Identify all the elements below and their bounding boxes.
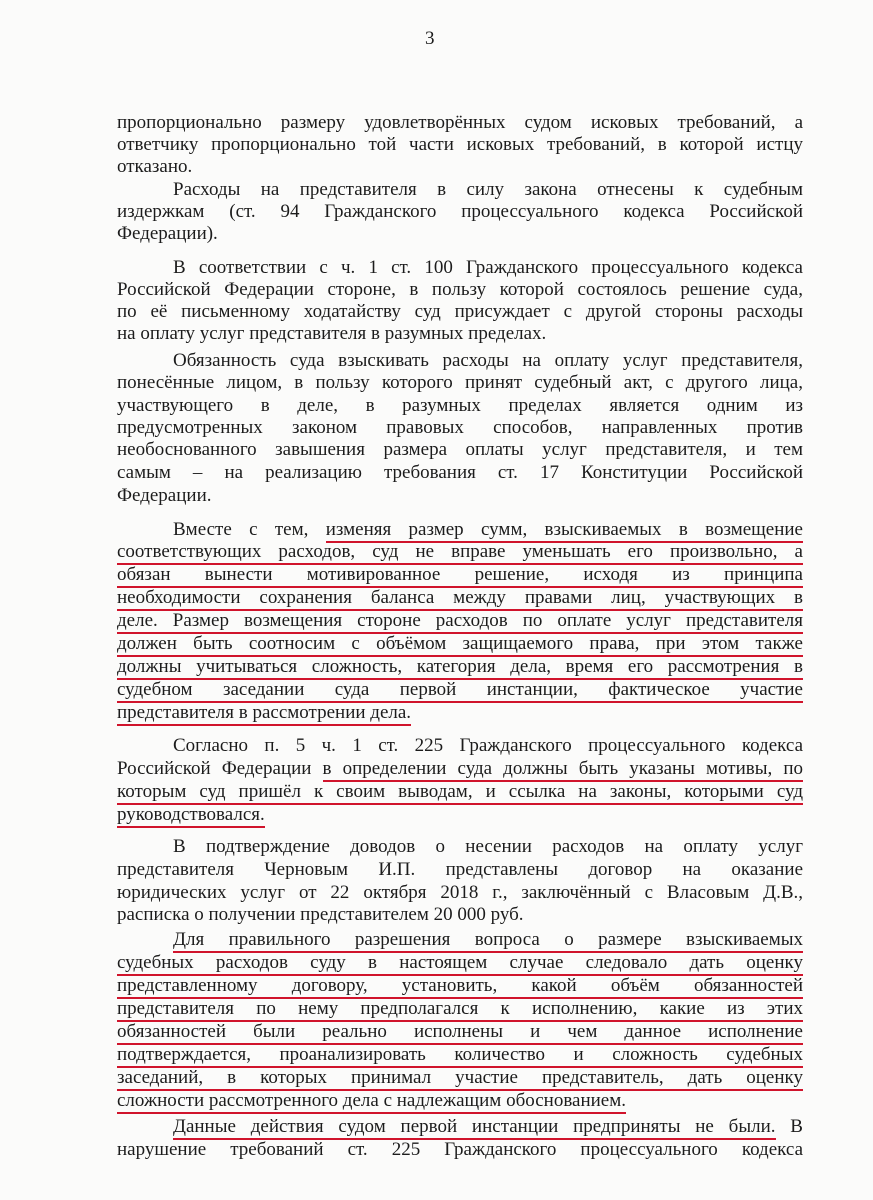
text: расписка о получении представителем 20 000 руб. bbox=[117, 904, 524, 925]
text: понесённые лицом, в пользу которого принят судебный акт, с другого лица, bbox=[117, 372, 803, 393]
text: ответчику пропорционально той части исковых требований, в которой истцу bbox=[117, 134, 803, 155]
text-line bbox=[117, 563, 803, 586]
text: нарушение требований ст. 225 Гражданского процессуального кодекса bbox=[117, 1139, 803, 1160]
text: Расходы на представителя в силу закона отнесены к судебным bbox=[173, 179, 803, 200]
text-line bbox=[173, 928, 803, 951]
text: пропорционально размеру удовлетворённых судом исковых требований, а bbox=[117, 112, 803, 133]
text: необоснованного завышения размера оплаты услуг представителя, и тем bbox=[117, 439, 803, 460]
underlined-text: деле. Размер возмещения стороне расходов по оплате услуг представителя bbox=[117, 610, 803, 634]
text-line bbox=[173, 1115, 803, 1138]
text-line bbox=[117, 1066, 803, 1089]
underlined-text: соответствующих расходов, суд не вправе уменьшать его произвольно, а bbox=[117, 541, 803, 565]
page-number: 3 bbox=[425, 28, 435, 49]
text-line bbox=[117, 803, 803, 826]
text-line bbox=[173, 835, 803, 858]
text-line bbox=[117, 484, 803, 507]
text-line bbox=[117, 997, 803, 1020]
text: представителя Черновым И.П. представлены договор на оказание bbox=[117, 859, 803, 880]
text-line bbox=[117, 200, 803, 223]
text-line bbox=[117, 1089, 803, 1112]
underlined-text: заседаний, в которых принимал участие представитель, дать оценку bbox=[117, 1067, 803, 1091]
underlined-text: руководствовался. bbox=[117, 804, 265, 828]
underlined-text: должны учитываться сложность, категория дела, время его рассмотрения в bbox=[117, 656, 803, 680]
text-line bbox=[117, 974, 803, 997]
underlined-text: изменяя размер сумм, взыскиваемых в возмещение bbox=[326, 519, 803, 543]
text-line bbox=[117, 155, 803, 178]
text-line bbox=[117, 609, 803, 632]
text-line bbox=[117, 222, 803, 245]
text: самым – на реализацию требования ст. 17 Конституции Российской bbox=[117, 462, 803, 483]
text: Согласно п. 5 ч. 1 ст. 225 Гражданского процессуального кодекса bbox=[173, 735, 803, 756]
text-line bbox=[173, 256, 803, 279]
text-line bbox=[117, 951, 803, 974]
text-line bbox=[117, 1020, 803, 1043]
underlined-text: судебных расходов суду в настоящем случае следовало дать оценку bbox=[117, 952, 803, 976]
text-line bbox=[117, 133, 803, 156]
text: Обязанность суда взыскивать расходы на оплату услуг представителя, bbox=[173, 350, 803, 371]
text: Федерации). bbox=[117, 223, 218, 244]
text-line bbox=[117, 322, 803, 345]
underlined-text: которым суд пришёл к своим выводам, и ссылка на законы, которыми суд bbox=[117, 781, 803, 805]
text-line bbox=[173, 178, 803, 201]
underlined-text: Для правильного разрешения вопроса о размере взыскиваемых bbox=[173, 929, 803, 953]
text-line bbox=[117, 757, 803, 780]
text: издержкам (ст. 94 Гражданского процессуального кодекса Российской bbox=[117, 201, 803, 222]
underlined-text: в определении суда должны быть указаны мотивы, по bbox=[323, 758, 803, 782]
text-line bbox=[117, 1043, 803, 1066]
text-line bbox=[173, 349, 803, 372]
text: юридических услуг от 22 октября 2018 г., заключённый с Власовым Д.В., bbox=[117, 882, 803, 903]
text-line bbox=[117, 678, 803, 701]
underlined-text: представленному договору, установить, какой объём обязанностей bbox=[117, 975, 803, 999]
underlined-text: подтверждается, проанализировать количество и сложность судебных bbox=[117, 1044, 803, 1068]
text: на оплату услуг представителя в разумных пределах. bbox=[117, 323, 547, 344]
underlined-text: судебном заседании суда первой инстанции, фактическое участие bbox=[117, 679, 803, 703]
text-line bbox=[117, 1138, 803, 1161]
text-line bbox=[117, 780, 803, 803]
text: участвующего в деле, в разумных пределах является одним из bbox=[117, 395, 803, 416]
text-line bbox=[117, 111, 803, 134]
text-line bbox=[117, 394, 803, 417]
underlined-text: Данные действия судом первой инстанции предприняты не были. bbox=[173, 1116, 776, 1140]
text-line bbox=[117, 416, 803, 439]
text: Российской Федерации стороне, в пользу которой состоялось решение суда, bbox=[117, 279, 803, 300]
underlined-text: должен быть соотносим с объёмом защищаемого права, при этом также bbox=[117, 633, 803, 657]
text-line bbox=[117, 586, 803, 609]
text: Федерации. bbox=[117, 485, 212, 506]
text: В соответствии с ч. 1 ст. 100 Гражданского процессуального кодекса bbox=[173, 257, 803, 278]
text-line bbox=[117, 701, 803, 724]
text-line bbox=[117, 300, 803, 323]
text-line bbox=[173, 734, 803, 757]
text: В bbox=[775, 1116, 803, 1137]
underlined-text: необходимости сохранения баланса между правами лиц, участвующих в bbox=[117, 587, 803, 611]
text-line bbox=[173, 518, 803, 541]
text: В подтверждение доводов о несении расходов на оплату услуг bbox=[173, 836, 803, 857]
underlined-text: обязан вынести мотивированное решение, исходя из принципа bbox=[117, 564, 803, 588]
text-line bbox=[117, 655, 803, 678]
text-line bbox=[117, 881, 803, 904]
text: по её письменному ходатайству суд присуждает с другой стороны расходы bbox=[117, 301, 803, 322]
text-line bbox=[117, 438, 803, 461]
text: Российской Федерации bbox=[117, 758, 323, 779]
underlined-text: сложности рассмотренного дела с надлежащим обоснованием. bbox=[117, 1090, 626, 1114]
text: предусмотренных законом правовых способов, направленных против bbox=[117, 417, 803, 438]
underlined-text: обязанностей были реально исполнены и чем данное исполнение bbox=[117, 1021, 803, 1045]
text-line bbox=[117, 858, 803, 881]
text: отказано. bbox=[117, 156, 193, 177]
underlined-text: представителя в рассмотрении дела. bbox=[117, 702, 411, 726]
text: Вместе с тем, bbox=[173, 519, 326, 540]
text-line bbox=[117, 278, 803, 301]
text-line bbox=[117, 540, 803, 563]
text-line bbox=[117, 461, 803, 484]
text-line bbox=[117, 371, 803, 394]
underlined-text: представителя по нему предполагался к исполнению, какие из этих bbox=[117, 998, 803, 1022]
text-line bbox=[117, 632, 803, 655]
text-line bbox=[117, 903, 803, 926]
